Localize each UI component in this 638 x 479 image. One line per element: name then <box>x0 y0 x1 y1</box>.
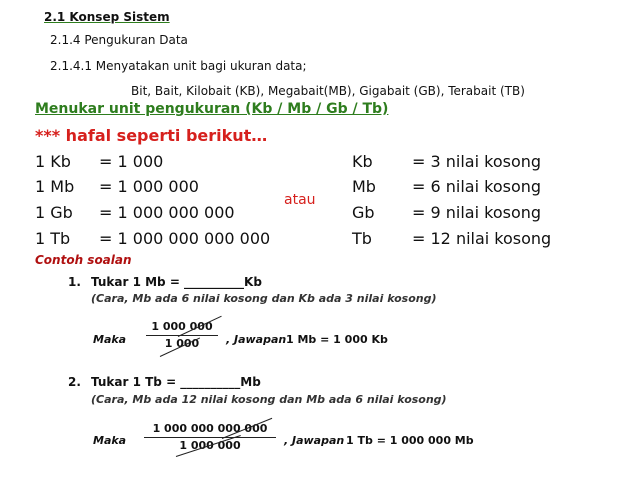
example-1-number: 1. <box>68 275 81 289</box>
zero-value-kb: = 3 nilai kosong <box>412 152 542 171</box>
example-2-number: 2. <box>68 375 81 389</box>
units-list: Bit, Bait, Kilobait (KB), Megabait(MB), Gigabait (GB), Terabait (TB) <box>131 84 525 98</box>
conv-unit-gb: 1 Gb <box>35 203 73 222</box>
example-2-answer: 1 Tb = 1 000 000 Mb <box>346 434 474 447</box>
conv-value-gb: = 1 000 000 000 <box>99 203 235 222</box>
memorize-note: *** hafal seperti berikut… <box>35 126 268 145</box>
example-1-maka: Maka <box>93 333 127 346</box>
zero-value-mb: = 6 nilai kosong <box>412 177 542 196</box>
zero-value-gb: = 9 nilai kosong <box>412 203 542 222</box>
zero-unit-tb: Tb <box>352 229 372 248</box>
example-2-hint: (Cara, Mb ada 12 nilai kosong dan Mb ada 6 nilai kosong) <box>91 393 447 406</box>
example-2-maka: Maka <box>93 434 127 447</box>
example-2-fraction <box>144 422 276 453</box>
conv-value-mb: = 1 000 000 <box>99 177 199 196</box>
zero-unit-mb: Mb <box>352 177 376 196</box>
example-1-question: Tukar 1 Mb = __________Kb <box>91 275 262 289</box>
zero-unit-gb: Gb <box>352 203 375 222</box>
fraction-bar <box>144 437 276 438</box>
example-1-numerator: 1 000 000 <box>151 320 213 333</box>
examples-title: Contoh soalan <box>35 253 132 267</box>
conv-unit-tb: 1 Tb <box>35 229 71 248</box>
example-2-denominator: 1 000 000 <box>179 439 241 452</box>
conv-unit-mb: 1 Mb <box>35 177 75 196</box>
example-1-answer-prefix: , Jawapan <box>226 333 287 346</box>
atau-label: atau <box>284 192 316 208</box>
example-1-hint: (Cara, Mb ada 6 nilai kosong dan Kb ada 3 nilai kosong) <box>91 292 437 305</box>
section-title: 2.1 Konsep Sistem <box>44 10 170 24</box>
conv-value-tb: = 1 000 000 000 000 <box>99 229 271 248</box>
example-2-numerator: 1 000 000 000 000 <box>152 422 268 435</box>
zero-unit-kb: Kb <box>352 152 373 171</box>
zero-value-tb: = 12 nilai kosong <box>412 229 552 248</box>
example-2-answer-prefix: , Jawapan <box>284 434 345 447</box>
example-1-answer: 1 Mb = 1 000 Kb <box>286 333 388 346</box>
conv-value-kb: = 1 000 <box>99 152 164 171</box>
subsection-title: 2.1.4 Pengukuran Data <box>50 33 188 47</box>
example-2-question: Tukar 1 Tb = __________Mb <box>91 375 261 389</box>
conv-unit-kb: 1 Kb <box>35 152 71 171</box>
example-1-denominator: 1 000 <box>164 337 200 350</box>
conversion-heading: Menukar unit pengukuran (Kb / Mb / Gb / Tb) <box>35 101 389 117</box>
subsubsection-title: 2.1.4.1 Menyatakan unit bagi ukuran data; <box>50 59 307 73</box>
